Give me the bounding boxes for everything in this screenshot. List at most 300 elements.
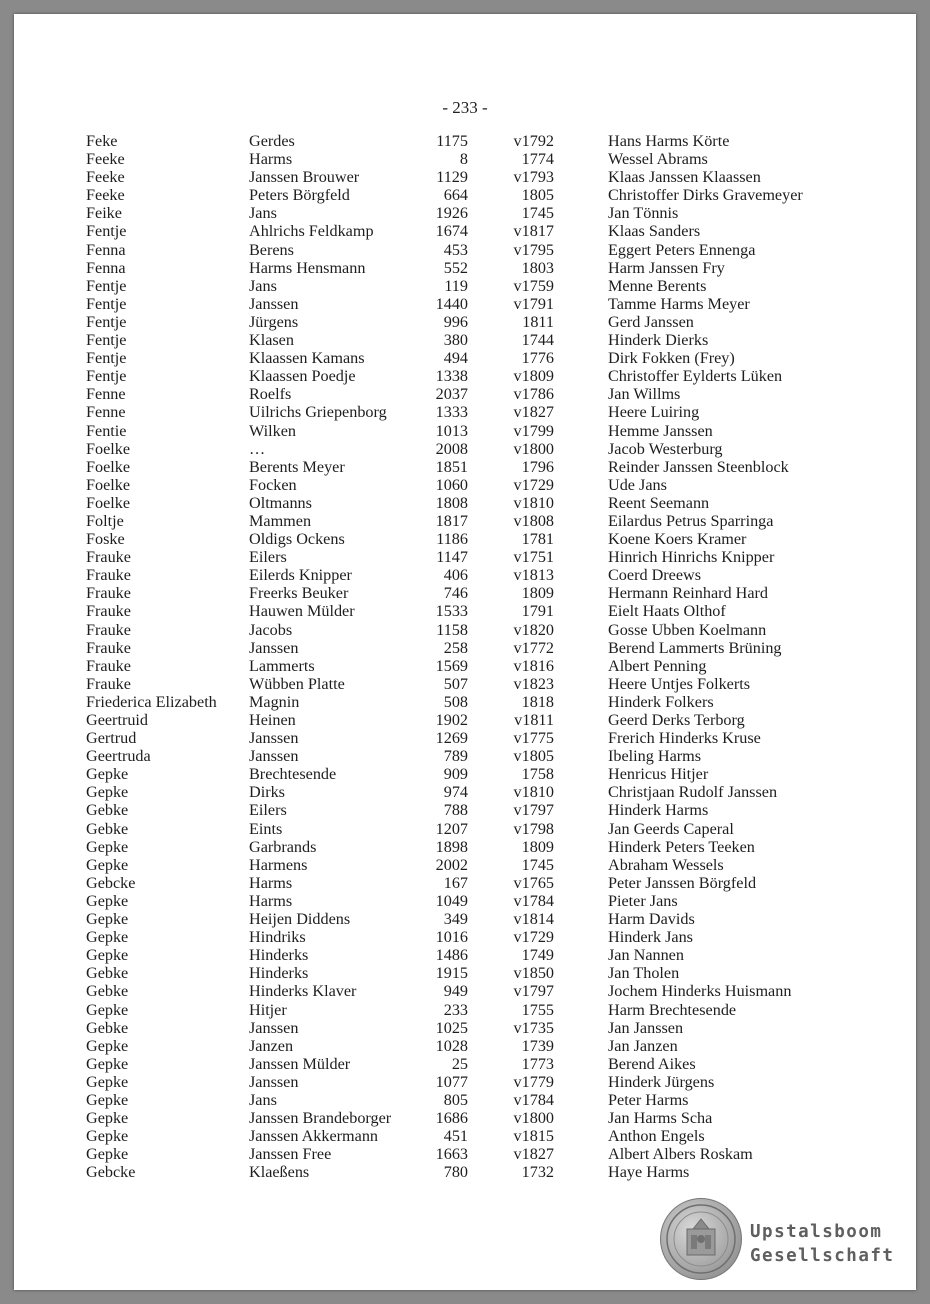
year-cell: v1827	[513, 403, 554, 422]
register-row	[14, 168, 916, 186]
register-row	[14, 512, 916, 530]
year-cell: v1779	[513, 1072, 554, 1091]
register-row	[14, 874, 916, 892]
surname-cell: Hitjer	[249, 1000, 287, 1019]
spouse-name-cell: Dirk Fokken (Frey)	[608, 349, 735, 368]
year-cell: v1786	[513, 385, 554, 404]
first-name-cell: Foelke	[86, 475, 131, 494]
register-row	[14, 241, 916, 259]
spouse-name-cell: Hinderk Peters Teeken	[608, 837, 755, 856]
surname-cell: Jans	[249, 204, 277, 223]
year-cell: v1729	[513, 928, 554, 947]
surname-cell: Magnin	[249, 692, 300, 711]
first-name-cell: Gepke	[86, 1127, 129, 1146]
spouse-name-cell: Klaas Sanders	[608, 222, 701, 241]
year-cell: 1796	[521, 457, 554, 476]
year-cell: v1814	[513, 910, 554, 929]
record-number-cell: 1926	[435, 204, 468, 223]
surname-cell: Hinderks	[249, 964, 309, 983]
register-row	[14, 548, 916, 566]
record-number-cell: 664	[443, 186, 468, 205]
surname-cell: Brechtesende	[249, 765, 337, 784]
spouse-name-cell: Ude Jans	[608, 475, 667, 494]
surname-cell: Lammerts	[249, 656, 315, 675]
register-row	[14, 458, 916, 476]
year-cell: v1759	[513, 276, 554, 295]
surname-cell: Oltmanns	[249, 493, 312, 512]
surname-cell: Klaassen Kamans	[249, 349, 365, 368]
surname-cell: Janssen	[249, 729, 299, 748]
register-row	[14, 186, 916, 204]
spouse-name-cell: Peter Janssen Börgfeld	[608, 873, 757, 892]
record-number-cell: 780	[443, 1163, 468, 1182]
first-name-cell: Gepke	[86, 928, 129, 947]
spouse-name-cell: Jan Harms Scha	[608, 1109, 713, 1128]
spouse-name-cell: Hinderk Folkers	[608, 692, 714, 711]
spouse-name-cell: Jan Tönnis	[608, 204, 679, 223]
first-name-cell: Gepke	[86, 855, 129, 874]
surname-cell: Freerks Beuker	[249, 584, 349, 603]
surname-cell: Berens	[249, 240, 294, 259]
surname-cell: Janssen	[249, 294, 299, 313]
spouse-name-cell: Hermann Reinhard Hard	[608, 584, 769, 603]
year-cell: 1745	[521, 855, 554, 874]
record-number-cell: 380	[443, 331, 468, 350]
first-name-cell: Fenna	[86, 240, 126, 259]
record-number-cell: 451	[443, 1127, 468, 1146]
spouse-name-cell: Berend Aikes	[608, 1054, 696, 1073]
record-number-cell: 119	[444, 276, 468, 295]
year-cell: v1805	[513, 747, 554, 766]
record-number-cell: 1817	[435, 511, 468, 530]
record-number-cell: 949	[443, 982, 468, 1001]
register-row	[14, 1001, 916, 1019]
record-number-cell: 1440	[435, 294, 468, 313]
first-name-cell: Gepke	[86, 891, 129, 910]
year-cell: 1732	[521, 1163, 554, 1182]
first-name-cell: Gebcke	[86, 873, 136, 892]
first-name-cell: Frauke	[86, 566, 131, 585]
register-row	[14, 313, 916, 331]
record-number-cell: 1533	[435, 602, 468, 621]
year-cell: 1744	[521, 331, 554, 350]
first-name-cell: Fenne	[86, 403, 126, 422]
spouse-name-cell: Hinrich Hinrichs Knipper	[608, 548, 775, 567]
first-name-cell: Gebcke	[86, 1163, 136, 1182]
register-row	[14, 982, 916, 1000]
spouse-name-cell: Jan Janzen	[608, 1036, 678, 1055]
record-number-cell: 453	[443, 240, 468, 259]
register-row	[14, 349, 916, 367]
spouse-name-cell: Heere Untjes Folkerts	[608, 674, 751, 693]
register-row	[14, 566, 916, 584]
first-name-cell: Frauke	[86, 548, 131, 567]
register-row	[14, 747, 916, 765]
surname-cell: Roelfs	[249, 385, 292, 404]
register-row	[14, 783, 916, 801]
surname-cell: Hauwen Mülder	[249, 602, 355, 621]
first-name-cell: Foske	[86, 530, 125, 549]
first-name-cell: Fentje	[86, 349, 127, 368]
record-number-cell: 1129	[436, 168, 468, 187]
record-number-cell: 1333	[435, 403, 468, 422]
register-row	[14, 494, 916, 512]
record-number-cell: 167	[443, 873, 468, 892]
register-row	[14, 675, 916, 693]
spouse-name-cell: Albert Albers Roskam	[608, 1145, 753, 1164]
register-row	[14, 657, 916, 675]
year-cell: v1808	[513, 511, 554, 530]
first-name-cell: Fenna	[86, 258, 126, 277]
year-cell: 1776	[521, 349, 554, 368]
surname-cell: Janssen Free	[249, 1145, 332, 1164]
register-row	[14, 711, 916, 729]
register-row	[14, 204, 916, 222]
record-number-cell: 508	[443, 692, 468, 711]
record-number-cell: 805	[443, 1090, 468, 1109]
first-name-cell: Frauke	[86, 638, 131, 657]
first-name-cell: Geertruda	[86, 747, 151, 766]
year-cell: v1735	[513, 1018, 554, 1037]
record-number-cell: 974	[443, 783, 468, 802]
spouse-name-cell: Jan Nannen	[608, 946, 684, 965]
surname-cell: Janssen Mülder	[249, 1054, 351, 1073]
first-name-cell: Feeke	[86, 186, 125, 205]
year-cell: v1772	[513, 638, 554, 657]
register-row	[14, 1019, 916, 1037]
surname-cell: Klaeßens	[249, 1163, 310, 1182]
spouse-name-cell: Harm Janssen Fry	[608, 258, 725, 277]
register-row	[14, 910, 916, 928]
surname-cell: …	[249, 439, 266, 458]
year-cell: v1850	[513, 964, 554, 983]
first-name-cell: Fentje	[86, 367, 127, 386]
surname-cell: Janssen	[249, 747, 299, 766]
record-number-cell: 1338	[435, 367, 468, 386]
surname-cell: Harms	[249, 891, 293, 910]
first-name-cell: Feeke	[86, 168, 125, 187]
year-cell: v1820	[513, 620, 554, 639]
record-number-cell: 258	[443, 638, 468, 657]
brand-line-2: Gesellschaft	[750, 1246, 895, 1266]
record-number-cell: 1674	[435, 222, 468, 241]
surname-cell: Oldigs Ockens	[249, 530, 345, 549]
first-name-cell: Feke	[86, 132, 118, 150]
year-cell: v1827	[513, 1145, 554, 1164]
record-number-cell: 494	[443, 349, 468, 368]
register-row	[14, 838, 916, 856]
year-cell: v1729	[513, 475, 554, 494]
record-number-cell: 2008	[435, 439, 468, 458]
record-number-cell: 1269	[435, 729, 468, 748]
first-name-cell: Gepke	[86, 783, 129, 802]
surname-cell: Jürgens	[249, 312, 299, 331]
record-number-cell: 1028	[435, 1036, 468, 1055]
surname-cell: Jans	[249, 1090, 277, 1109]
record-number-cell: 1851	[435, 457, 468, 476]
surname-cell: Klaassen Poedje	[249, 367, 356, 386]
first-name-cell: Foelke	[86, 457, 131, 476]
first-name-cell: Frauke	[86, 674, 131, 693]
spouse-name-cell: Christoffer Eylderts Lüken	[608, 367, 783, 386]
year-cell: v1784	[513, 891, 554, 910]
surname-cell: Eints	[249, 819, 283, 838]
surname-cell: Harmens	[249, 855, 308, 874]
register-row	[14, 1109, 916, 1127]
first-name-cell: Fentje	[86, 222, 127, 241]
first-name-cell: Feike	[86, 204, 122, 223]
register-row	[14, 820, 916, 838]
register-row	[14, 892, 916, 910]
record-number-cell: 746	[443, 584, 468, 603]
register-row	[14, 222, 916, 240]
spouse-name-cell: Gosse Ubben Koelmann	[608, 620, 767, 639]
first-name-cell: Gepke	[86, 1145, 129, 1164]
register-row	[14, 729, 916, 747]
surname-cell: Eilers	[249, 548, 287, 567]
surname-cell: Hinderks Klaver	[249, 982, 357, 1001]
register-row	[14, 1037, 916, 1055]
record-number-cell: 1569	[435, 656, 468, 675]
first-name-cell: Gepke	[86, 765, 129, 784]
spouse-name-cell: Jan Willms	[608, 385, 681, 404]
year-cell: v1765	[513, 873, 554, 892]
spouse-name-cell: Reinder Janssen Steenblock	[608, 457, 789, 476]
surname-cell: Eilerds Knipper	[249, 566, 352, 585]
surname-cell: Heinen	[249, 711, 296, 729]
spouse-name-cell: Ibeling Harms	[608, 747, 702, 766]
first-name-cell: Frauke	[86, 620, 131, 639]
spouse-name-cell: Klaas Janssen Klaassen	[608, 168, 761, 187]
spouse-name-cell: Albert Penning	[608, 656, 707, 675]
spouse-name-cell: Peter Harms	[608, 1090, 689, 1109]
surname-cell: Gerdes	[249, 132, 295, 150]
first-name-cell: Gepke	[86, 1090, 129, 1109]
surname-cell: Janzen	[249, 1036, 294, 1055]
first-name-cell: Gepke	[86, 946, 129, 965]
record-number-cell: 8	[459, 150, 468, 169]
surname-cell: Dirks	[249, 783, 285, 802]
first-name-cell: Fenne	[86, 385, 126, 404]
year-cell: 1818	[521, 692, 554, 711]
register-row	[14, 295, 916, 313]
record-number-cell: 789	[443, 747, 468, 766]
year-cell: 1811	[522, 312, 554, 331]
spouse-name-cell: Harm Davids	[608, 910, 695, 929]
year-cell: v1798	[513, 819, 554, 838]
first-name-cell: Fentje	[86, 312, 127, 331]
surname-cell: Janssen Brouwer	[249, 168, 360, 187]
first-name-cell: Geertruid	[86, 711, 149, 729]
brand-line-1: Upstalsboom	[750, 1222, 883, 1242]
spouse-name-cell: Pieter Jans	[608, 891, 678, 910]
register-row	[14, 964, 916, 982]
year-cell: 1791	[521, 602, 554, 621]
spouse-name-cell: Jacob Westerburg	[608, 439, 723, 458]
year-cell: 1755	[521, 1000, 554, 1019]
first-name-cell: Gepke	[86, 910, 129, 929]
surname-cell: Jacobs	[249, 620, 293, 639]
year-cell: v1793	[513, 168, 554, 187]
surname-cell: Harms Hensmann	[249, 258, 366, 277]
record-number-cell: 1158	[436, 620, 468, 639]
register-row	[14, 385, 916, 403]
year-cell: v1823	[513, 674, 554, 693]
first-name-cell: Foelke	[86, 439, 131, 458]
record-number-cell: 1486	[435, 946, 468, 965]
record-number-cell: 1915	[435, 964, 468, 983]
register-row	[14, 1055, 916, 1073]
spouse-name-cell: Jan Geerds Caperal	[608, 819, 734, 838]
record-number-cell: 1207	[435, 819, 468, 838]
record-number-cell: 1175	[436, 132, 468, 150]
spouse-name-cell: Christoffer Dirks Gravemeyer	[608, 186, 803, 205]
year-cell: v1813	[513, 566, 554, 585]
spouse-name-cell: Menne Berents	[608, 276, 707, 295]
surname-cell: Harms	[249, 150, 293, 169]
record-number-cell: 1808	[435, 493, 468, 512]
spouse-name-cell: Jochem Hinderks Huismann	[608, 982, 792, 1001]
spouse-name-cell: Henricus Hitjer	[608, 765, 709, 784]
surname-cell: Focken	[249, 475, 297, 494]
register-row	[14, 403, 916, 421]
spouse-name-cell: Christjaan Rudolf Janssen	[608, 783, 778, 802]
first-name-cell: Frauke	[86, 584, 131, 603]
register-row	[14, 801, 916, 819]
record-number-cell: 788	[443, 801, 468, 820]
surname-cell: Klasen	[249, 331, 294, 350]
register-row	[14, 476, 916, 494]
first-name-cell: Gepke	[86, 1109, 129, 1128]
year-cell: v1800	[513, 1109, 554, 1128]
register-row	[14, 765, 916, 783]
spouse-name-cell: Gerd Janssen	[608, 312, 694, 331]
year-cell: v1817	[513, 222, 554, 241]
record-number-cell: 1147	[436, 548, 468, 567]
year-cell: v1797	[513, 801, 554, 820]
year-cell: v1792	[513, 132, 554, 150]
first-name-cell: Fentje	[86, 276, 127, 295]
surname-cell: Janssen	[249, 638, 299, 657]
spouse-name-cell: Reent Seemann	[608, 493, 710, 512]
record-number-cell: 552	[443, 258, 468, 277]
first-name-cell: Gebke	[86, 1018, 129, 1037]
spouse-name-cell: Berend Lammerts Brüning	[608, 638, 782, 657]
first-name-cell: Feeke	[86, 150, 125, 169]
year-cell: v1775	[513, 729, 554, 748]
first-name-cell: Foltje	[86, 511, 124, 530]
register-row	[14, 1163, 916, 1181]
spouse-name-cell: Geerd Derks Terborg	[608, 711, 745, 729]
register-row	[14, 1091, 916, 1109]
spouse-name-cell: Eielt Haats Olthof	[608, 602, 726, 621]
register-row	[14, 132, 916, 150]
year-cell: v1800	[513, 439, 554, 458]
year-cell: 1749	[521, 946, 554, 965]
register-row	[14, 440, 916, 458]
spouse-name-cell: Wessel Abrams	[608, 150, 708, 169]
first-name-cell: Fentje	[86, 331, 127, 350]
record-number-cell: 1049	[435, 891, 468, 910]
spouse-name-cell: Koene Koers Kramer	[608, 530, 747, 549]
record-number-cell: 2037	[435, 385, 468, 404]
record-number-cell: 1060	[435, 475, 468, 494]
spouse-name-cell: Frerich Hinderks Kruse	[608, 729, 761, 748]
spouse-name-cell: Tamme Harms Meyer	[608, 294, 750, 313]
first-name-cell: Frauke	[86, 656, 131, 675]
spouse-name-cell: Jan Tholen	[608, 964, 680, 983]
first-name-cell: Gertrud	[86, 729, 137, 748]
year-cell: v1784	[513, 1090, 554, 1109]
page-number: - 233 -	[442, 98, 488, 117]
spouse-name-cell: Heere Luiring	[608, 403, 700, 422]
document-page	[14, 14, 916, 1290]
year-cell: 1809	[521, 584, 554, 603]
first-name-cell: Gepke	[86, 1072, 129, 1091]
register-row	[14, 331, 916, 349]
record-number-cell: 2002	[435, 855, 468, 874]
record-number-cell: 1902	[435, 711, 468, 729]
register-row	[14, 150, 916, 168]
spouse-name-cell: Harm Brechtesende	[608, 1000, 737, 1019]
spouse-name-cell: Hinderk Harms	[608, 801, 709, 820]
spouse-name-cell: Coerd Dreews	[608, 566, 702, 585]
year-cell: v1810	[513, 783, 554, 802]
surname-cell: Wilken	[249, 421, 296, 440]
year-cell: v1811	[514, 711, 554, 729]
register-row	[14, 277, 916, 295]
spouse-name-cell: Abraham Wessels	[608, 855, 724, 874]
register-row	[14, 259, 916, 277]
surname-cell: Janssen	[249, 1018, 299, 1037]
spouse-name-cell: Eilardus Petrus Sparringa	[608, 511, 774, 530]
record-number-cell: 1077	[435, 1072, 468, 1091]
register-row	[14, 602, 916, 620]
year-cell: v1751	[513, 548, 554, 567]
first-name-cell: Gebke	[86, 801, 129, 820]
spouse-name-cell: Anthon Engels	[608, 1127, 705, 1146]
year-cell: 1805	[521, 186, 554, 205]
register-row	[14, 530, 916, 548]
register-row	[14, 584, 916, 602]
first-name-cell: Gepke	[86, 1036, 129, 1055]
year-cell: 1803	[521, 258, 554, 277]
register-row	[14, 1127, 916, 1145]
register-row	[14, 422, 916, 440]
register-row	[14, 1073, 916, 1091]
first-name-cell: Gepke	[86, 1000, 129, 1019]
surname-cell: Janssen	[249, 1072, 299, 1091]
year-cell: v1816	[513, 656, 554, 675]
surname-cell: Garbrands	[249, 837, 317, 856]
year-cell: v1797	[513, 982, 554, 1001]
year-cell: 1745	[521, 204, 554, 223]
surname-cell: Harms	[249, 873, 293, 892]
year-cell: v1799	[513, 421, 554, 440]
spouse-name-cell: Hinderk Jürgens	[608, 1072, 715, 1091]
surname-cell: Hinderks	[249, 946, 309, 965]
year-cell: v1815	[513, 1127, 554, 1146]
year-cell: 1809	[521, 837, 554, 856]
seal-icon	[660, 1198, 742, 1280]
register-row	[14, 367, 916, 385]
year-cell: 1774	[521, 150, 554, 169]
first-name-cell: Foelke	[86, 493, 131, 512]
register-row	[14, 693, 916, 711]
spouse-name-cell: Hinderk Dierks	[608, 331, 709, 350]
register-row	[14, 1145, 916, 1163]
surname-cell: Janssen Akkermann	[249, 1127, 379, 1146]
